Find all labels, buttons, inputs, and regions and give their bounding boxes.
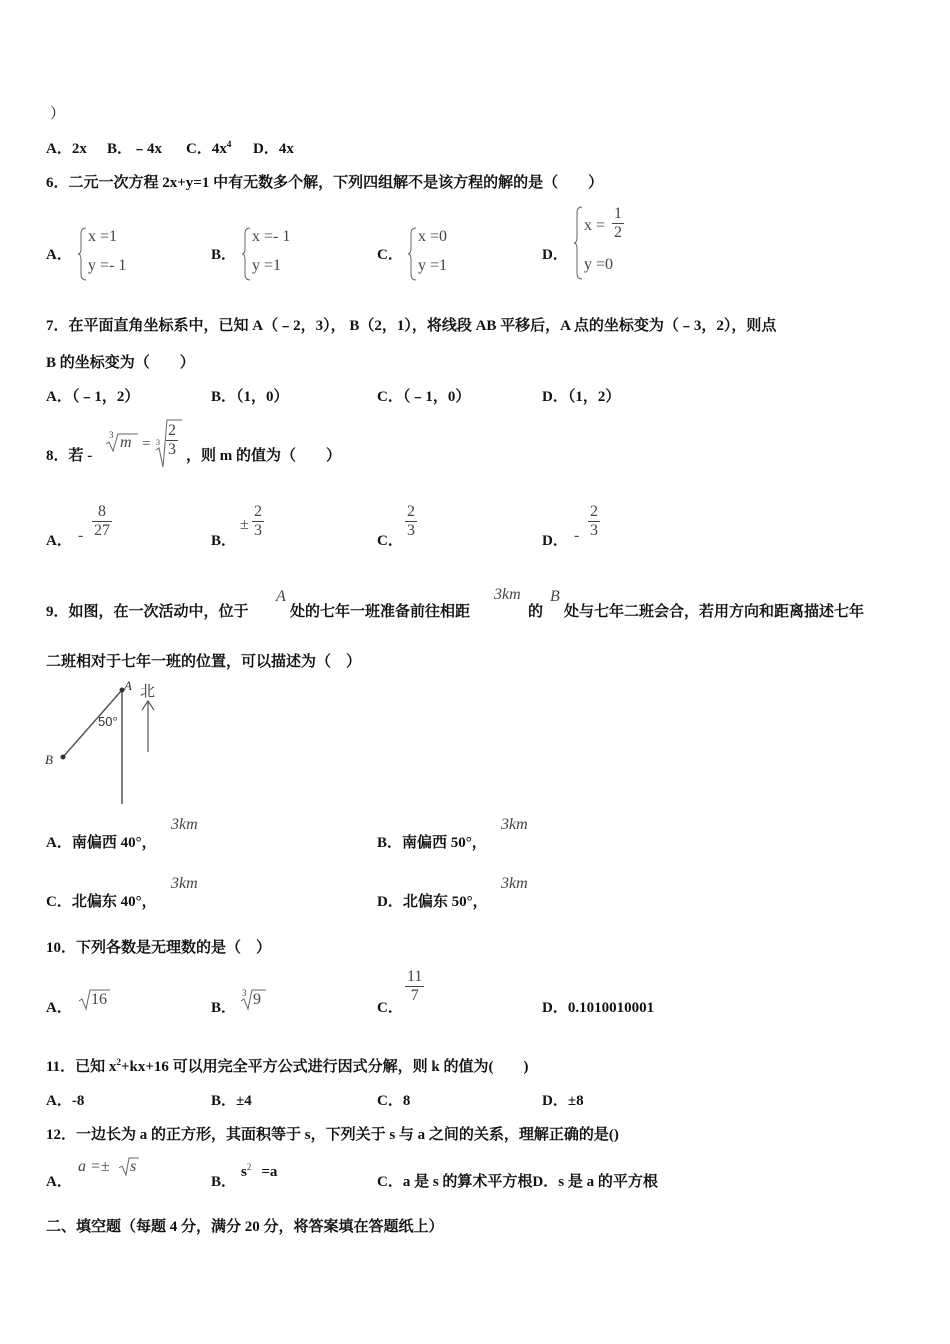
section-2-heading: 二、填空题（每题 4 分，满分 20 分，将答案填在答题纸上） — [46, 1219, 444, 1235]
q10-label-d: D．0.1010010001 — [542, 1000, 655, 1016]
q9-option-c-distance: 3km — [171, 875, 198, 892]
q5-option-d: D．4x — [253, 141, 294, 157]
q9-option-d-distance: 3km — [501, 875, 528, 892]
q6-c-y: y =1 — [418, 257, 448, 274]
q6-label-b: B． — [211, 247, 237, 263]
q12-stem: 12．一边长为 a 的正方形，其面积等于 s，下列关于 s 与 a 之间的关系，理解正确的是() — [46, 1127, 619, 1143]
q10-b-cuberoot: 3 9 — [240, 988, 268, 1017]
q5-option-a: A．2x — [46, 141, 87, 157]
q8-label-c: C． — [377, 533, 403, 549]
q11-option-b: B．±4 — [211, 1093, 252, 1109]
q8-suffix: ，则 m 的值为（ ） — [186, 448, 341, 464]
q10-c-fraction: $\frac{11}{7}$ — [407, 968, 423, 1004]
q6-d-y: y =0 — [584, 256, 614, 273]
q8-label-d: D． — [542, 533, 568, 549]
q8-d-fraction: $\frac{2}{3}$ — [590, 503, 598, 539]
q6-label-d: D． — [542, 247, 568, 263]
q11-option-c: C．8 — [377, 1093, 411, 1109]
radical-icon — [118, 1156, 140, 1178]
q5-option-c: C．$4x^4$ — [186, 139, 232, 157]
q8-cube-root-m: 3 m — [104, 432, 140, 459]
q10-label-c: C． — [377, 1000, 403, 1016]
q9-distance: 3km — [494, 586, 521, 603]
q6-label-a: A． — [46, 247, 72, 263]
q9-option-b-distance: 3km — [501, 816, 528, 833]
q9-line2: 二班相对于七年一班的位置，可以描述为（ ） — [46, 654, 362, 670]
q8-a-fraction: $\frac{8}{27}$ — [94, 503, 110, 539]
q10-stem: 10．下列各数是无理数的是（ ） — [46, 940, 272, 956]
q10-label-b: B． — [211, 1000, 237, 1016]
q12-a-sqrt: s — [118, 1156, 140, 1183]
brace-icon — [78, 226, 88, 282]
q8-b-fraction: $\frac{2}{3}$ — [254, 503, 262, 539]
q6-system-c — [408, 226, 488, 282]
q9-figure — [42, 678, 172, 810]
q8-cube-root-fraction: 3 $\frac{2}{3}$ — [154, 418, 184, 475]
q9-stem-part2: 处的七年一班准备前往相距 — [290, 604, 471, 620]
q12-a-expr: a =± — [78, 1158, 110, 1175]
q6-c-x: x =0 — [418, 228, 448, 245]
brace-icon — [408, 226, 418, 282]
q8-d-sign: - — [574, 527, 580, 544]
q6-a-x: x =1 — [88, 228, 118, 245]
q7-option-c: C．（﹣1，0） — [377, 389, 471, 405]
q6-d-fraction: $\frac{1}{2}$ — [614, 205, 622, 241]
q12-b-expr: $s^2 =a$ — [241, 1162, 278, 1180]
q5-option-b: B．﹣4x — [107, 141, 163, 157]
q6-a-y: y =- 1 — [88, 257, 127, 274]
q6-system-a — [78, 226, 158, 282]
fig-label-a: A — [124, 678, 132, 693]
brace-icon — [574, 205, 584, 281]
q11-option-a: A．-8 — [46, 1093, 85, 1109]
q6-d-x: x = — [584, 217, 606, 234]
q6-b-y: y =1 — [252, 257, 282, 274]
q8-equals: = — [142, 436, 151, 452]
point-b-dot — [61, 755, 66, 760]
fig-angle-label: 50° — [98, 714, 118, 729]
q6-stem: 6．二元一次方程 2x+y=1 中有无数多个解，下列四组解不是该方程的解的是（ ） — [46, 175, 604, 191]
q8-label-a: A． — [46, 533, 72, 549]
q8-label-b: B． — [211, 533, 237, 549]
q9-stem-part4: 处与七年二班会合，若用方向和距离描述七年 — [564, 604, 865, 620]
q9-stem-part3: 的 — [528, 604, 544, 620]
q6-system-b — [242, 226, 322, 282]
q6-system-d — [574, 205, 654, 281]
q8-c-fraction: $\frac{2}{3}$ — [407, 503, 415, 539]
q9-option-b: B．南偏西 50°， — [377, 835, 487, 851]
q7-option-d: D．（1，2） — [542, 389, 621, 405]
q6-b-x: x =- 1 — [252, 228, 291, 245]
q9-point-a: A — [276, 588, 286, 605]
fig-label-b: B — [45, 752, 53, 767]
q12-label-a: A． — [46, 1174, 72, 1190]
q12-label-b: B． — [211, 1174, 237, 1190]
q8-prefix: 8．若 - — [46, 448, 93, 464]
q8-a-sign: - — [78, 527, 84, 544]
q9-option-a-distance: 3km — [171, 816, 198, 833]
q11-option-d: D．±8 — [542, 1093, 584, 1109]
q7-line2: B 的坐标变为（ ） — [46, 355, 195, 371]
q9-option-d: D．北偏东 50°， — [377, 894, 488, 910]
q10-label-a: A． — [46, 1000, 72, 1016]
q8-b-sign: ± — [240, 516, 249, 533]
q11-stem: 11．已知 $x^2+kx+16$ 可以用完全平方公式进行因式分解，则 k 的值为( ) — [46, 1057, 529, 1075]
q7-option-a: A．（﹣1，2） — [46, 389, 140, 405]
q9-stem-part1: 9．如图，在一次活动中，位于 — [46, 604, 249, 620]
top-fragment: ） — [50, 106, 66, 122]
q9-point-b: B — [550, 588, 560, 605]
fig-label-north: 北 — [140, 682, 156, 700]
q7-line1: 7．在平面直角坐标系中，已知 A（﹣2，3）， B（2，1），将线段 AB 平移后，A 点的坐标变为（﹣3，2），则点 — [46, 318, 777, 334]
brace-icon — [242, 226, 252, 282]
q6-label-c: C． — [377, 247, 403, 263]
q12-options-cd: C．a 是 s 的算术平方根D．s 是 a 的平方根 — [377, 1174, 658, 1190]
q10-a-sqrt: 16 — [78, 988, 112, 1017]
q10-d-value: 0.1010010001 — [567, 1000, 655, 1016]
q9-option-a: A．南偏西 40°， — [46, 835, 157, 851]
q9-option-c: C．北偏东 40°， — [46, 894, 157, 910]
q7-option-b: B．（1，0） — [211, 389, 289, 405]
